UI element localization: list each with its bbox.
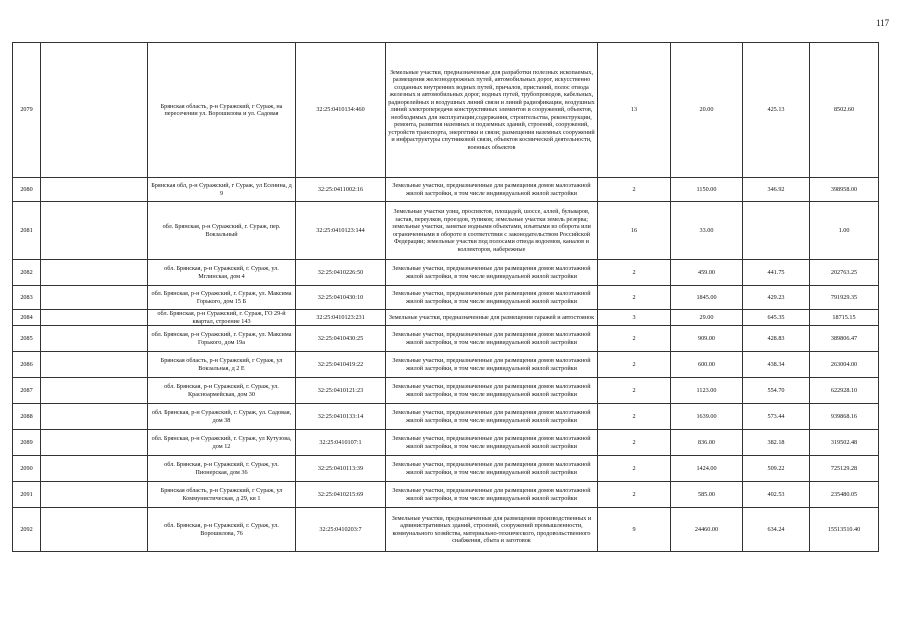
specific-value-cell: 425.13 <box>743 43 810 178</box>
blank-cell <box>41 43 148 178</box>
specific-value-cell: 634.24 <box>743 508 810 552</box>
land-use-cell: Земельные участки, предназначенные для размещения домов малоэтажной жилой застройки, в том числе индивидуальной жилой застройки <box>386 352 598 378</box>
area-cell: 1845.00 <box>671 286 743 310</box>
cadastral-value-cell: 15513510.40 <box>810 508 879 552</box>
land-use-cell: Земельные участки, предназначенные для размещения домов малоэтажной жилой застройки, в том числе индивидуальной жилой застройки <box>386 326 598 352</box>
cadastral-value-cell: 263004.00 <box>810 352 879 378</box>
cadastral-number-cell: 32:25:0410121:23 <box>296 378 386 404</box>
address-cell: обл. Брянская, р-н Суражский, г. Сураж, ул. Мглинская, дом 4 <box>148 260 296 286</box>
land-use-cell: Земельные участки, предназначенные для размещения домов малоэтажной жилой застройки, в том числе индивидуальной жилой застройки <box>386 260 598 286</box>
row-number: 2079 <box>13 43 41 178</box>
use-group-cell: 3 <box>598 310 671 326</box>
blank-cell <box>41 178 148 202</box>
cadastral-value-cell: 235480.05 <box>810 482 879 508</box>
use-group-cell: 16 <box>598 202 671 260</box>
address-cell: обл. Брянская, р-н Суражский, г. Сураж, ул. Максима Горького, дом 15 Б <box>148 286 296 310</box>
specific-value-cell <box>743 202 810 260</box>
use-group-cell: 2 <box>598 378 671 404</box>
specific-value-cell: 402.53 <box>743 482 810 508</box>
row-number: 2087 <box>13 378 41 404</box>
specific-value-cell: 573.44 <box>743 404 810 430</box>
land-use-cell: Земельные участки, предназначенные для размещения гаражей и автостоянок <box>386 310 598 326</box>
cadastral-value-cell: 725129.28 <box>810 456 879 482</box>
blank-cell <box>41 378 148 404</box>
area-cell: 29.00 <box>671 310 743 326</box>
cadastral-number-cell: 32:25:0410133:14 <box>296 404 386 430</box>
area-cell: 836.00 <box>671 430 743 456</box>
row-number: 2083 <box>13 286 41 310</box>
blank-cell <box>41 260 148 286</box>
row-number: 2081 <box>13 202 41 260</box>
use-group-cell: 2 <box>598 352 671 378</box>
area-cell: 600.00 <box>671 352 743 378</box>
table-row <box>13 456 879 482</box>
specific-value-cell: 429.23 <box>743 286 810 310</box>
cadastral-number-cell: 32:25:0410123:231 <box>296 310 386 326</box>
area-cell: 20.00 <box>671 43 743 178</box>
page-number: 117 <box>876 18 890 28</box>
cadastral-value-cell: 622928.10 <box>810 378 879 404</box>
use-group-cell: 2 <box>598 404 671 430</box>
land-use-cell: Земельные участки, предназначенные для размещения производственных и административных зданий, строений, сооружений промышленности, коммунального хозяйства, материально-технического, продовольственного снабжения, сбыта и заготовок <box>386 508 598 552</box>
specific-value-cell: 428.83 <box>743 326 810 352</box>
address-cell: обл. Брянская, р-н Суражский, г. Сураж, ул. Максима Горького, дом 19а <box>148 326 296 352</box>
table-row <box>13 260 879 286</box>
use-group-cell: 9 <box>598 508 671 552</box>
address-cell: Брянская область, р-н Суражский, г Сураж, на пересечении ул. Ворошилова и ул. Садовая <box>148 43 296 178</box>
use-group-cell: 2 <box>598 178 671 202</box>
row-number: 2091 <box>13 482 41 508</box>
address-cell: Брянская область, р-н Суражский, г Сураж, ул Вокзальная, д 2 Е <box>148 352 296 378</box>
cadastral-number-cell: 32:25:0410123:144 <box>296 202 386 260</box>
use-group-cell: 2 <box>598 482 671 508</box>
table-row <box>13 310 879 326</box>
land-use-cell: Земельные участки улиц, проспектов, площадей, шоссе, аллей, бульваров, застав, переулков, проездов, тупиков; земельные участки земель резерва; земельные участки, занятые водными объектами, изъятыми из оборота или ограниченными в обороте в соответствии с законодательством Российской Федерации; земельные участки под полосами отвода водоемов, каналов и коллекторов, набережные <box>386 202 598 260</box>
blank-cell <box>41 430 148 456</box>
area-cell: 33.00 <box>671 202 743 260</box>
row-number: 2086 <box>13 352 41 378</box>
address-cell: обл. Брянская, р-н Суражский, г. Сураж, ул. Садовая, дом 38 <box>148 404 296 430</box>
row-number: 2089 <box>13 430 41 456</box>
address-cell: Брянская область, р-н Суражский, г Сураж, ул Коммунистическая, д 29, кв 1 <box>148 482 296 508</box>
cadastral-number-cell: 32:25:0410107:1 <box>296 430 386 456</box>
cadastral-value-table <box>12 42 879 552</box>
land-use-cell: Земельные участки, предназначенные для разработки полезных ископаемых, размещения железнодорожных путей, автомобильных дорог, искусственно созданных внутренних водных путей, причалов, пристаний, полос отвода железных и автомобильных дорог, водных путей, трубопроводов, кабельных, радиорелейных и воздушных линий связи и линий радиофикации, воздушных линий электропередачи конструктивных элементов и сооружений, объектов, необходимых для эксплуатации,содержания, строительства, реконструкции, ремонта, развития наземных и подземных зданий, строений, сооружений, устройств транспорта, энергетики и связи; размещения наземных сооружений и инфраструктуры спутниковой связи, объектов космической деятельности, военных объектов <box>386 43 598 178</box>
cadastral-number-cell: 32:25:0410134:460 <box>296 43 386 178</box>
cadastral-value-cell: 939868.16 <box>810 404 879 430</box>
address-cell: обл. Брянская, р-н Суражский, г. Сураж, ул Кутузова, дом 12 <box>148 430 296 456</box>
table-row <box>13 378 879 404</box>
address-cell: обл. Брянская, р-н Суражский, г. Сураж, ул. Ворошилова, 76 <box>148 508 296 552</box>
cadastral-value-cell: 398958.00 <box>810 178 879 202</box>
cadastral-number-cell: 32:25:0411002:16 <box>296 178 386 202</box>
address-cell: обл. Брянская, р-н Суражский, г. Сураж, пер. Вокзальный <box>148 202 296 260</box>
cadastral-value-cell: 202763.25 <box>810 260 879 286</box>
address-cell: обл. Брянская, р-н Суражский, г. Сураж, ул. Пионерская, дом 36 <box>148 456 296 482</box>
table-row <box>13 326 879 352</box>
specific-value-cell: 346.92 <box>743 178 810 202</box>
cadastral-number-cell: 32:25:0410430:25 <box>296 326 386 352</box>
specific-value-cell: 438.34 <box>743 352 810 378</box>
blank-cell <box>41 326 148 352</box>
cadastral-value-cell: 389806.47 <box>810 326 879 352</box>
use-group-cell: 2 <box>598 430 671 456</box>
land-use-cell: Земельные участки, предназначенные для размещения домов малоэтажной жилой застройки, в том числе индивидуальной жилой застройки <box>386 456 598 482</box>
land-use-cell: Земельные участки, предназначенные для размещения домов малоэтажной жилой застройки, в том числе индивидуальной жилой застройки <box>386 404 598 430</box>
cadastral-number-cell: 32:25:0410430:10 <box>296 286 386 310</box>
address-cell: Брянская обл, р-н Суражский, г Сураж, ул Есенина, д 9 <box>148 178 296 202</box>
blank-cell <box>41 286 148 310</box>
row-number: 2085 <box>13 326 41 352</box>
cadastral-value-cell: 8502.60 <box>810 43 879 178</box>
cadastral-number-cell: 32:25:0410419:22 <box>296 352 386 378</box>
cadastral-value-cell: 319502.48 <box>810 430 879 456</box>
address-cell: обл. Брянская, р-н Суражский, г. Сураж, ул. Красноармейская, дом 30 <box>148 378 296 404</box>
land-use-cell: Земельные участки, предназначенные для размещения домов малоэтажной жилой застройки, в том числе индивидуальной жилой застройки <box>386 286 598 310</box>
table-row <box>13 286 879 310</box>
cadastral-number-cell: 32:25:0410215:69 <box>296 482 386 508</box>
blank-cell <box>41 456 148 482</box>
table-row <box>13 43 879 178</box>
specific-value-cell: 382.18 <box>743 430 810 456</box>
use-group-cell: 2 <box>598 260 671 286</box>
use-group-cell: 2 <box>598 456 671 482</box>
use-group-cell: 2 <box>598 326 671 352</box>
land-use-cell: Земельные участки, предназначенные для размещения домов малоэтажной жилой застройки, в том числе индивидуальной жилой застройки <box>386 482 598 508</box>
area-cell: 1639.00 <box>671 404 743 430</box>
specific-value-cell: 554.70 <box>743 378 810 404</box>
blank-cell <box>41 352 148 378</box>
table-row <box>13 178 879 202</box>
blank-cell <box>41 508 148 552</box>
land-use-cell: Земельные участки, предназначенные для размещения домов малоэтажной жилой застройки, в том числе индивидуальной жилой застройки <box>386 178 598 202</box>
area-cell: 24460.00 <box>671 508 743 552</box>
table-row <box>13 352 879 378</box>
row-number: 2090 <box>13 456 41 482</box>
blank-cell <box>41 202 148 260</box>
cadastral-number-cell: 32:25:0410113:39 <box>296 456 386 482</box>
land-use-cell: Земельные участки, предназначенные для размещения домов малоэтажной жилой застройки, в том числе индивидуальной жилой застройки <box>386 430 598 456</box>
cadastral-value-cell: 18715.15 <box>810 310 879 326</box>
land-use-cell: Земельные участки, предназначенные для размещения домов малоэтажной жилой застройки, в том числе индивидуальной жилой застройки <box>386 378 598 404</box>
blank-cell <box>41 404 148 430</box>
table-row <box>13 202 879 260</box>
specific-value-cell: 441.75 <box>743 260 810 286</box>
area-cell: 1123.00 <box>671 378 743 404</box>
area-cell: 1150.00 <box>671 178 743 202</box>
row-number: 2092 <box>13 508 41 552</box>
address-cell: обл. Брянская, р-н Суражский, г. Сураж, ГО 29-й квартал, строение 143 <box>148 310 296 326</box>
row-number: 2080 <box>13 178 41 202</box>
use-group-cell: 13 <box>598 43 671 178</box>
cadastral-number-cell: 32:25:0410226:50 <box>296 260 386 286</box>
specific-value-cell: 509.22 <box>743 456 810 482</box>
use-group-cell: 2 <box>598 286 671 310</box>
specific-value-cell: 645.35 <box>743 310 810 326</box>
table-row <box>13 482 879 508</box>
table-row <box>13 430 879 456</box>
table-body <box>13 43 879 552</box>
row-number: 2084 <box>13 310 41 326</box>
area-cell: 909.00 <box>671 326 743 352</box>
area-cell: 585.00 <box>671 482 743 508</box>
table-row <box>13 508 879 552</box>
row-number: 2088 <box>13 404 41 430</box>
cadastral-number-cell: 32:25:0410203:7 <box>296 508 386 552</box>
cadastral-value-cell: 1.00 <box>810 202 879 260</box>
area-cell: 1424.00 <box>671 456 743 482</box>
row-number: 2082 <box>13 260 41 286</box>
cadastral-value-cell: 791929.35 <box>810 286 879 310</box>
blank-cell <box>41 310 148 326</box>
blank-cell <box>41 482 148 508</box>
area-cell: 459.00 <box>671 260 743 286</box>
table-row <box>13 404 879 430</box>
